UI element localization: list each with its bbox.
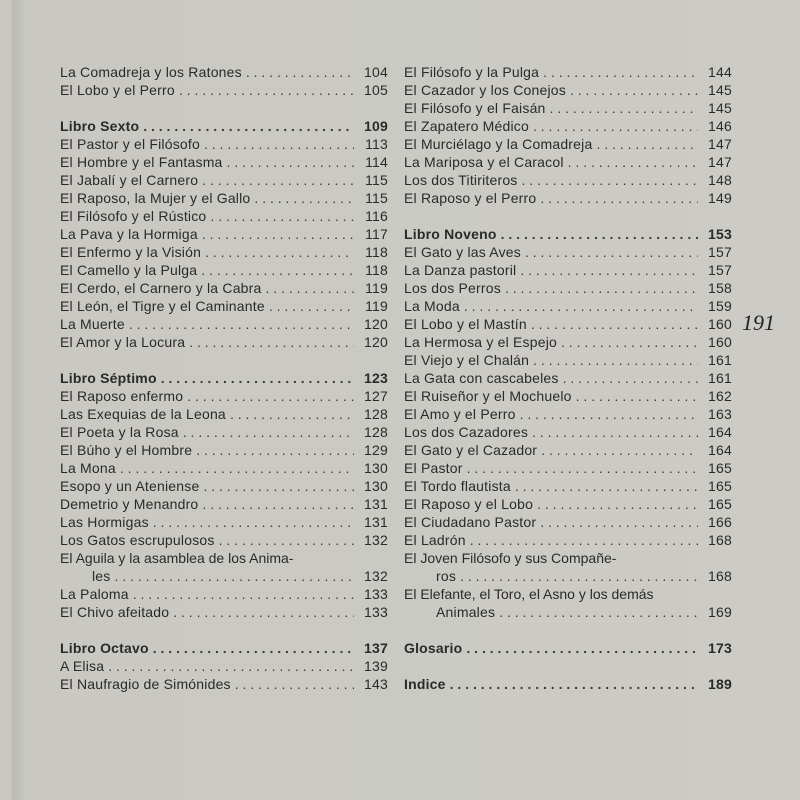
- dot-leader: [189, 333, 354, 351]
- dot-leader: [568, 153, 698, 171]
- book-page: [12, 0, 800, 800]
- toc-entry: [60, 567, 388, 585]
- dot-leader: [460, 567, 698, 585]
- toc-entry: [404, 603, 732, 621]
- toc-entry-page: 131: [364, 496, 388, 512]
- toc-entry: [60, 261, 388, 279]
- toc-entry-title: La Hermosa y el Espejo: [404, 334, 558, 350]
- toc-entry-title: El Raposo y el Lobo: [404, 496, 534, 512]
- toc-entry-title: El Lobo y el Mastín: [404, 316, 527, 332]
- toc-entry-page: 146: [708, 118, 732, 134]
- toc-entry: [60, 333, 388, 351]
- toc-entry-page: 127: [364, 388, 388, 404]
- dot-leader: [202, 225, 354, 243]
- toc-entry: [60, 243, 388, 261]
- dot-leader: [201, 261, 354, 279]
- toc-entry: [404, 531, 732, 549]
- section-gap: [404, 621, 732, 639]
- toc-entry-page: 168: [708, 532, 732, 548]
- toc-left-column: [60, 63, 388, 693]
- page-number: 191: [742, 310, 775, 335]
- dot-leader: [532, 423, 698, 441]
- toc-entry-page: 144: [708, 64, 732, 80]
- toc-entry: [60, 657, 388, 675]
- toc-entry-page: 161: [708, 370, 732, 386]
- toc-entry-title: El Enfermo y la Visión: [60, 244, 202, 260]
- toc-entry-page: 166: [708, 514, 732, 530]
- toc-entry-page: 153: [708, 226, 732, 242]
- dot-leader: [563, 369, 698, 387]
- toc-entry-title: El León, el Tigre y el Caminante: [60, 298, 265, 314]
- toc-entry: [404, 243, 732, 261]
- dot-leader: [537, 495, 698, 513]
- toc-entry-title: El Filósofo y la Pulga: [404, 64, 540, 80]
- dot-leader: [561, 333, 698, 351]
- toc-entry-title: Las Exequias de la Leona: [60, 406, 226, 422]
- toc-entry-title: La Mariposa y el Caracol: [404, 154, 564, 170]
- toc-entry-page: 104: [364, 64, 388, 80]
- toc-entry: [404, 495, 732, 513]
- toc-entry: [60, 477, 388, 495]
- toc-entry: [60, 225, 388, 243]
- toc-entry: [404, 477, 732, 495]
- toc-entry: [60, 459, 388, 477]
- dot-leader: [204, 135, 354, 153]
- toc-entry: [404, 261, 732, 279]
- toc-entry-title: El Ladrón: [404, 532, 466, 548]
- toc-entry: [60, 81, 388, 99]
- toc-entry-page: 115: [365, 172, 388, 188]
- dot-leader: [133, 585, 354, 603]
- toc-entry-page: 164: [708, 442, 732, 458]
- section-gap: [404, 207, 732, 225]
- toc-entry: [404, 459, 732, 477]
- dot-leader: [120, 459, 354, 477]
- dot-leader: [196, 441, 354, 459]
- dot-leader: [540, 513, 698, 531]
- toc-entry: [60, 495, 388, 513]
- dot-leader: [179, 81, 354, 99]
- toc-entry-page: 148: [708, 172, 732, 188]
- toc-entry-title: Esopo y un Ateniense: [60, 478, 200, 494]
- toc-entry: [404, 441, 732, 459]
- toc-entry-page: 165: [708, 460, 732, 476]
- toc-entry-title: El Filósofo y el Rústico: [60, 208, 207, 224]
- dot-leader: [464, 297, 698, 315]
- toc-entry-title: El Zapatero Médico: [404, 118, 529, 134]
- dot-leader: [525, 243, 698, 261]
- toc-entry: [404, 63, 732, 81]
- toc-entry: [404, 117, 732, 135]
- toc-entry-page: 130: [364, 460, 388, 476]
- toc-entry-page: 164: [708, 424, 732, 440]
- dot-leader: [205, 243, 354, 261]
- toc-entry-title: El Naufragio de Simónides: [60, 676, 231, 692]
- toc-entry-title: El Amo y el Perro: [404, 406, 516, 422]
- toc-entry-page: 114: [365, 154, 388, 170]
- toc-entry-title: El Ciudadano Pastor: [404, 514, 537, 530]
- toc-entry-page: 123: [364, 370, 388, 386]
- toc-entry: [404, 369, 732, 387]
- toc-entry: [60, 423, 388, 441]
- toc-entry-page: 113: [365, 136, 388, 152]
- toc-entry-title: El Viejo y el Chalán: [404, 352, 530, 368]
- toc-entry: [404, 153, 732, 171]
- toc-entry-title: El Raposo, la Mujer y el Gallo: [60, 190, 251, 206]
- dot-leader: [596, 135, 698, 153]
- dot-leader: [467, 459, 698, 477]
- toc-entry: [404, 99, 732, 117]
- dot-leader: [266, 279, 354, 297]
- toc-entry: [60, 315, 388, 333]
- dot-leader: [466, 639, 698, 657]
- dot-leader: [533, 117, 698, 135]
- toc-entry-title: El Chivo afeitado: [60, 604, 170, 620]
- toc-entry-page: 133: [364, 586, 388, 602]
- toc-entry: [60, 675, 388, 693]
- toc-entry-page: 145: [708, 82, 732, 98]
- toc-entry-page: 163: [708, 406, 732, 422]
- toc-entry-title: El Cerdo, el Carnero y la Cabra: [60, 280, 262, 296]
- dot-leader: [153, 639, 354, 657]
- dot-leader: [520, 405, 698, 423]
- toc-entry-title: Animales: [436, 604, 496, 620]
- toc-entry-page: 128: [364, 424, 388, 440]
- toc-entry-title: La Paloma: [60, 586, 129, 602]
- dot-leader: [570, 81, 698, 99]
- toc-entry-page: 162: [708, 388, 732, 404]
- toc-entry-title: Indice: [404, 676, 446, 692]
- dot-leader: [246, 63, 354, 81]
- dot-leader: [543, 63, 698, 81]
- dot-leader: [202, 495, 354, 513]
- toc-entry: [60, 207, 388, 225]
- toc-entry: [404, 81, 732, 99]
- toc-entry: [60, 405, 388, 423]
- toc-entry: [60, 585, 388, 603]
- toc-entry: [404, 405, 732, 423]
- toc-entry-page: 120: [364, 334, 388, 350]
- toc-entry-title: El Poeta y la Rosa: [60, 424, 179, 440]
- toc-section-heading: [404, 225, 732, 243]
- toc-entry: [60, 513, 388, 531]
- toc-entry-page: 168: [708, 568, 732, 584]
- toc-entry-title: La Muerte: [60, 316, 125, 332]
- toc-entry-page: 143: [364, 676, 388, 692]
- dot-leader: [520, 261, 698, 279]
- toc-entry-page: 189: [708, 676, 732, 692]
- toc-entry-title: Libro Octavo: [60, 640, 149, 656]
- toc-entry-page: 158: [708, 280, 732, 296]
- toc-entry-title: A Elisa: [60, 658, 105, 674]
- dot-leader: [533, 351, 698, 369]
- dot-leader: [203, 477, 354, 495]
- toc-entry-title: El Raposo y el Perro: [404, 190, 537, 206]
- toc-entry-page: 105: [364, 82, 388, 98]
- toc-section-heading: [60, 639, 388, 657]
- dot-leader: [269, 297, 354, 315]
- dot-leader: [254, 189, 354, 207]
- toc-entry-page: 147: [708, 136, 732, 152]
- toc-entry: [404, 567, 732, 585]
- dot-leader: [115, 567, 355, 585]
- toc-entry-title: La Mona: [60, 460, 116, 476]
- toc-entry-page: 147: [708, 154, 732, 170]
- toc-entry-title: El Camello y la Pulga: [60, 262, 198, 278]
- toc-entry-title: Libro Noveno: [404, 226, 497, 242]
- toc-entry-title: les: [92, 568, 111, 584]
- toc-entry: [404, 297, 732, 315]
- dot-leader: [576, 387, 698, 405]
- toc-entry-page: 130: [364, 478, 388, 494]
- toc-entry-page: 137: [364, 640, 388, 656]
- toc-entry-title: El Pastor: [404, 460, 463, 476]
- toc-entry-page: 160: [708, 316, 732, 332]
- toc-section-heading: [60, 369, 388, 387]
- toc-entry-title: Las Hormigas: [60, 514, 149, 530]
- toc-entry-title: La Danza pastoril: [404, 262, 517, 278]
- dot-leader: [541, 441, 698, 459]
- dot-leader: [499, 603, 698, 621]
- dot-leader: [230, 405, 354, 423]
- dot-leader: [187, 387, 354, 405]
- toc-entry-title: La Moda: [404, 298, 460, 314]
- toc-entry-page: 118: [365, 244, 388, 260]
- toc-entry-page: 117: [365, 226, 388, 242]
- toc-entry: [404, 351, 732, 369]
- toc-entry-page: 160: [708, 334, 732, 350]
- dot-leader: [531, 315, 698, 333]
- toc-entry-page: 161: [708, 352, 732, 368]
- toc-entry: [60, 531, 388, 549]
- toc-entry-page: 116: [365, 208, 388, 224]
- toc-entry-page: 133: [364, 604, 388, 620]
- toc-entry-title: El Gato y el Cazador: [404, 442, 538, 458]
- toc-entry: [60, 171, 388, 189]
- dot-leader: [522, 171, 698, 189]
- toc-entry-title: Los dos Titiriteros: [404, 172, 518, 188]
- toc-entry-page: 109: [364, 118, 388, 134]
- toc-entry-page: 118: [365, 262, 388, 278]
- toc-entry: [404, 387, 732, 405]
- toc-entry: [60, 189, 388, 207]
- toc-entry: [60, 63, 388, 81]
- dot-leader: [540, 189, 698, 207]
- toc-entry-title: El Raposo enfermo: [60, 388, 184, 404]
- section-gap: [60, 621, 388, 639]
- toc-entry-page: 131: [364, 514, 388, 530]
- toc-entry: [60, 153, 388, 171]
- toc-entry-title: El Gato y las Aves: [404, 244, 521, 260]
- dot-leader: [161, 369, 354, 387]
- toc-section-heading: [404, 639, 732, 657]
- toc-entry: [404, 135, 732, 153]
- dot-leader: [219, 531, 354, 549]
- toc-entry-title-wrapped: El Joven Filósofo y sus Compañe-: [404, 550, 617, 566]
- toc-entry: [404, 333, 732, 351]
- toc-entry: [404, 423, 732, 441]
- toc-entry-title: Libro Sexto: [60, 118, 140, 134]
- toc-entry-title: La Gata con cascabeles: [404, 370, 559, 386]
- toc-entry-title: El Pastor y el Filósofo: [60, 136, 200, 152]
- toc-entry-title: El Ruiseñor y el Mochuelo: [404, 388, 572, 404]
- toc-entry: [60, 297, 388, 315]
- toc-entry-title: El Jabalí y el Carnero: [60, 172, 199, 188]
- toc-entry-title: El Murciélago y la Comadreja: [404, 136, 593, 152]
- dot-leader: [550, 99, 698, 117]
- toc-entry-page: 128: [364, 406, 388, 422]
- toc-entry: [404, 189, 732, 207]
- dot-leader: [143, 117, 354, 135]
- toc-entry-title: Los dos Perros: [404, 280, 501, 296]
- toc-entry-title: ros: [436, 568, 457, 584]
- toc-entry: [404, 315, 732, 333]
- toc-entry-title: La Pava y la Hormiga: [60, 226, 198, 242]
- dot-leader: [450, 675, 698, 693]
- toc-entry: [404, 279, 732, 297]
- dot-leader: [501, 225, 698, 243]
- dot-leader: [129, 315, 354, 333]
- toc-entry-page: 157: [708, 262, 732, 278]
- toc-entry-page: 139: [364, 658, 388, 674]
- toc-entry-title-wrapped: El Aguila y la asamblea de los Anima-: [60, 550, 294, 566]
- toc-entry-page: 173: [708, 640, 732, 656]
- toc-entry-title: El Tordo flautista: [404, 478, 511, 494]
- dot-leader: [173, 603, 354, 621]
- toc-entry: [60, 441, 388, 459]
- toc-entry-title: Libro Séptimo: [60, 370, 157, 386]
- toc-entry-title: El Búho y el Hombre: [60, 442, 193, 458]
- section-gap: [404, 657, 732, 675]
- toc-entry-title: Demetrio y Menandro: [60, 496, 199, 512]
- toc-section-heading: [60, 117, 388, 135]
- toc-entry-title: El Hombre y el Fantasma: [60, 154, 223, 170]
- toc-entry-title: Los Gatos escrupulosos: [60, 532, 215, 548]
- dot-leader: [235, 675, 354, 693]
- toc-right-column: [404, 63, 732, 693]
- toc-entry-page: 115: [365, 190, 388, 206]
- toc-entry-title: El Cazador y los Conejos: [404, 82, 566, 98]
- toc-entry-page: 149: [708, 190, 732, 206]
- toc-entry-title: El Filósofo y el Faisán: [404, 100, 546, 116]
- toc-entry-title: El Amor y la Locura: [60, 334, 186, 350]
- toc-entry-page: 159: [708, 298, 732, 314]
- toc-entry: [404, 513, 732, 531]
- dot-leader: [153, 513, 354, 531]
- toc-entry: [60, 387, 388, 405]
- dot-leader: [227, 153, 354, 171]
- dot-leader: [515, 477, 698, 495]
- dot-leader: [108, 657, 354, 675]
- dot-leader: [505, 279, 698, 297]
- toc-entry: [404, 171, 732, 189]
- dot-leader: [210, 207, 354, 225]
- toc-section-heading: [404, 675, 732, 693]
- toc-entry-page: 145: [708, 100, 732, 116]
- toc-entry-page: 165: [708, 478, 732, 494]
- section-gap: [60, 351, 388, 369]
- toc-entry: [60, 279, 388, 297]
- toc-entry-title: La Comadreja y los Ratones: [60, 64, 242, 80]
- toc-entry-page: 169: [708, 604, 732, 620]
- toc-entry-page: 165: [708, 496, 732, 512]
- toc-entry-page: 119: [365, 280, 388, 296]
- toc-entry-title-wrapped: El Elefante, el Toro, el Asno y los demás: [404, 586, 654, 602]
- section-gap: [60, 99, 388, 117]
- toc-entry-page: 132: [364, 568, 388, 584]
- toc-entry-page: 132: [364, 532, 388, 548]
- toc-entry-title: Los dos Cazadores: [404, 424, 529, 440]
- toc-entry-title: El Lobo y el Perro: [60, 82, 175, 98]
- toc-entry: [60, 603, 388, 621]
- dot-leader: [202, 171, 354, 189]
- toc-entry-page: 129: [364, 442, 388, 458]
- toc-entry-page: 120: [364, 316, 388, 332]
- toc-entry-title: Glosario: [404, 640, 463, 656]
- dot-leader: [183, 423, 354, 441]
- toc-entry-page: 157: [708, 244, 732, 260]
- toc-entry: [60, 135, 388, 153]
- dot-leader: [470, 531, 698, 549]
- toc-entry-page: 119: [365, 298, 388, 314]
